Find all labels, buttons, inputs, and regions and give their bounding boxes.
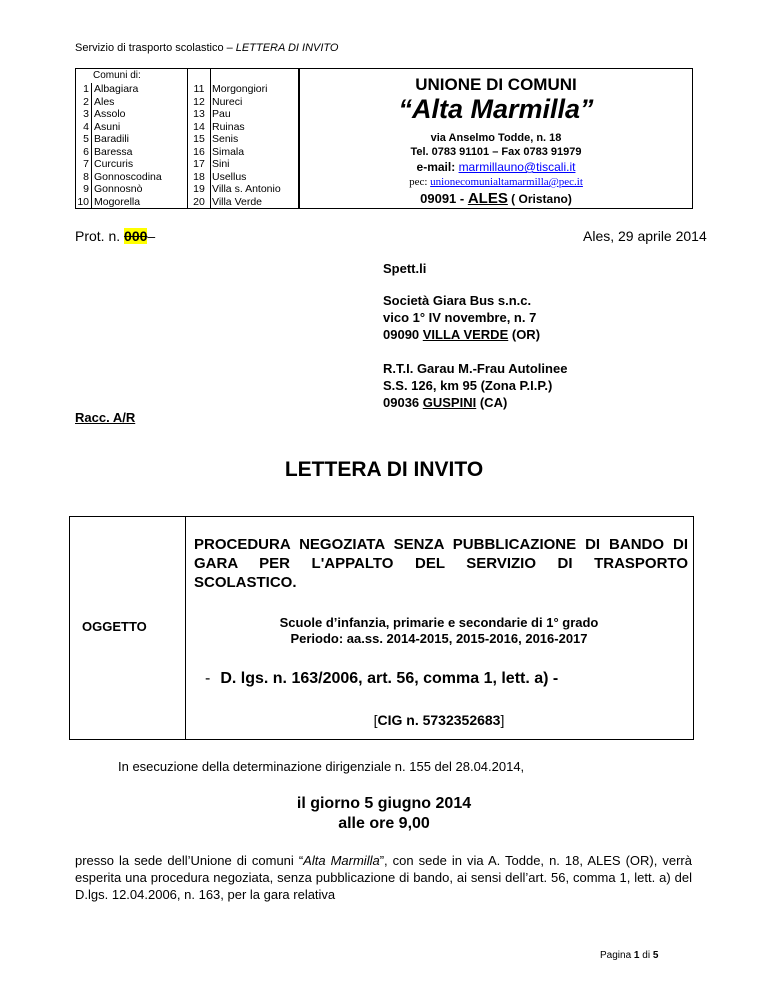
comune-name: Nureci — [212, 95, 243, 108]
running-header — [75, 42, 338, 54]
recipient-1-street: vico 1° IV novembre, n. 7 — [383, 310, 537, 325]
comuni-left-numbers — [76, 83, 92, 209]
recipient-2 — [383, 360, 567, 411]
body-paragraph — [75, 852, 692, 903]
comune-number: 14 — [193, 120, 205, 133]
letter-date: Ales, 29 aprile 2014 — [583, 228, 707, 244]
recipient-2-city: GUSPINI — [422, 395, 477, 410]
comune-name: Baressa — [94, 145, 133, 158]
email-link[interactable]: marmillauno@tiscali.it — [458, 160, 576, 174]
recipient-1-prov: (OR) — [508, 327, 541, 342]
comune-name: Assolo — [94, 108, 126, 120]
recipient-2-street: S.S. 126, km 95 (Zona P.I.P.) — [383, 378, 553, 393]
union-email-line — [300, 160, 692, 174]
union-phone: Tel. 0783 91101 – Fax 0783 91979 — [410, 146, 582, 158]
recipient-2-city-line — [383, 394, 567, 411]
pec-link[interactable]: unionecomunialtamarmilla@pec.it — [430, 176, 583, 188]
comune-name: Ruinas — [212, 120, 245, 133]
union-province: ( Oristano) — [507, 192, 572, 206]
comune-name: Sini — [212, 158, 230, 170]
protocol-number — [75, 228, 155, 244]
comuni-table — [75, 68, 299, 209]
comune-number: 20 — [193, 195, 205, 208]
subject-law — [205, 670, 558, 688]
cig-code: CIG n. 5732352683 — [377, 712, 501, 728]
comune-number: 11 — [193, 83, 205, 95]
comune-number: 9 — [83, 183, 89, 195]
recipient-2-prov: (CA) — [476, 395, 508, 410]
comune-number: 2 — [83, 95, 89, 108]
page-label: Pagina — [600, 950, 634, 961]
comune-number: 10 — [77, 195, 89, 208]
body-text-italic: Alta Marmilla — [303, 853, 380, 868]
protocol-value: 000 — [124, 228, 148, 244]
comune-name: Simala — [212, 145, 245, 158]
union-name-line2: “Alta Marmilla” — [398, 94, 594, 124]
comune-name: Ales — [94, 95, 115, 108]
recipient-1 — [383, 292, 540, 343]
page-number — [600, 950, 658, 961]
comuni-left-names — [92, 83, 187, 209]
subject-label: OGGETTO — [82, 619, 147, 634]
comune-number: 5 — [83, 133, 89, 145]
comune-number: 8 — [83, 170, 89, 183]
recipients-greeting: Spett.li — [383, 261, 427, 276]
running-header-italic: LETTERA DI INVITO — [235, 42, 339, 54]
meeting-datetime — [0, 794, 768, 834]
union-cap: 09091 - — [420, 191, 468, 206]
page-current: 1 — [633, 950, 640, 961]
comune-number: 1 — [83, 83, 89, 95]
execution-reference: In esecuzione della determinazione dirigenziale n. 155 del 28.04.2014, — [118, 759, 525, 774]
document-title: LETTERA DI INVITO — [284, 458, 484, 481]
comune-number: 7 — [83, 158, 89, 170]
email-label: e-mail: — [416, 160, 456, 174]
subject-cig — [185, 712, 693, 728]
running-header-text: Servizio di trasporto scolastico – — [75, 42, 236, 54]
comune-name: Morgongiori — [212, 83, 268, 95]
comuni-heading: Comuni di: — [93, 70, 141, 81]
meeting-time: alle ore 9,00 — [338, 815, 430, 832]
delivery-method: Racc. A/R — [75, 410, 136, 425]
union-city: ALES — [467, 190, 508, 207]
body-text-c: ”, con sede in via A. Todde, n. 18, ALES (OR), verrà esperita una procedura negoziata, senza pubblicazione di bando, ai sensi dell’art. 56, comma 1, lett. a) del D.lgs. 12.04.2006, n. 163, per la gara relativa — [75, 853, 692, 902]
comuni-right-numbers — [187, 69, 211, 208]
comune-name: Albagiara — [94, 83, 139, 95]
union-address: via Anselmo Todde, n. 18 — [430, 132, 562, 144]
comune-number: 17 — [193, 158, 205, 170]
comune-name: Curcuris — [94, 158, 134, 170]
comune-name: Asuni — [94, 120, 121, 133]
subject-schools: Scuole d’infanzia, primarie e secondarie di 1° grado — [279, 615, 599, 630]
recipient-2-cap: 09036 — [383, 395, 423, 410]
subject-box — [69, 516, 694, 740]
recipient-1-name: Società Giara Bus s.n.c. — [383, 293, 532, 308]
protocol-label: Prot. n. — [75, 228, 125, 244]
comune-number: 3 — [83, 108, 89, 120]
union-name-line1: UNIONE DI COMUNI — [415, 75, 577, 94]
cig-open-bracket: [ — [373, 712, 378, 728]
comune-number: 18 — [193, 170, 205, 183]
subject-law-text: D. lgs. n. 163/2006, art. 56, comma 1, lett. a) - — [220, 670, 559, 687]
subject-procedure: PROCEDURA NEGOZIATA SENZA PUBBLICAZIONE DI BANDO DI GARA PER L'APPALTO DEL SERVIZIO DI TRASPORTO SCOLASTICO. — [194, 536, 688, 591]
comune-number: 12 — [193, 95, 205, 108]
body-text-a: presso la sede dell’Unione di comuni “ — [75, 853, 304, 868]
comune-name: Senis — [212, 133, 239, 145]
recipient-1-cap: 09090 — [383, 327, 423, 342]
comune-name: Mogorella — [94, 195, 141, 208]
comune-number: 4 — [83, 120, 89, 133]
page-of: di — [639, 950, 653, 961]
union-letterhead — [299, 68, 693, 209]
comune-name: Pau — [212, 108, 231, 120]
recipient-1-city-line — [383, 326, 540, 343]
comune-name: Usellus — [212, 170, 247, 183]
subject-period: Periodo: aa.ss. 2014-2015, 2015-2016, 2016-2017 — [290, 631, 588, 646]
comune-name: Gonnoscodina — [94, 170, 162, 183]
pec-label: pec: — [409, 176, 428, 188]
comune-name: Baradili — [94, 133, 130, 145]
comune-number: 19 — [193, 183, 205, 195]
comune-number: 15 — [193, 133, 205, 145]
subject-details — [185, 615, 693, 647]
recipient-1-city: VILLA VERDE — [422, 327, 509, 342]
comune-number: 13 — [193, 108, 205, 120]
union-pec-line — [300, 176, 692, 188]
page-total: 5 — [652, 950, 659, 961]
comune-name: Gonnosnò — [94, 183, 143, 195]
comune-name: Villa Verde — [212, 195, 263, 208]
comune-number: 6 — [83, 145, 89, 158]
protocol-suffix: – — [147, 228, 156, 244]
comune-name: Villa s. Antonio — [212, 183, 281, 195]
recipient-2-name: R.T.I. Garau M.-Frau Autolinee — [383, 361, 568, 376]
meeting-date: il giorno 5 giugno 2014 — [296, 795, 472, 812]
union-city-line — [300, 190, 692, 207]
comune-number: 16 — [193, 145, 205, 158]
comuni-right-names — [210, 83, 300, 209]
cig-close-bracket: ] — [500, 712, 505, 728]
subject-law-dash: - — [205, 670, 211, 687]
